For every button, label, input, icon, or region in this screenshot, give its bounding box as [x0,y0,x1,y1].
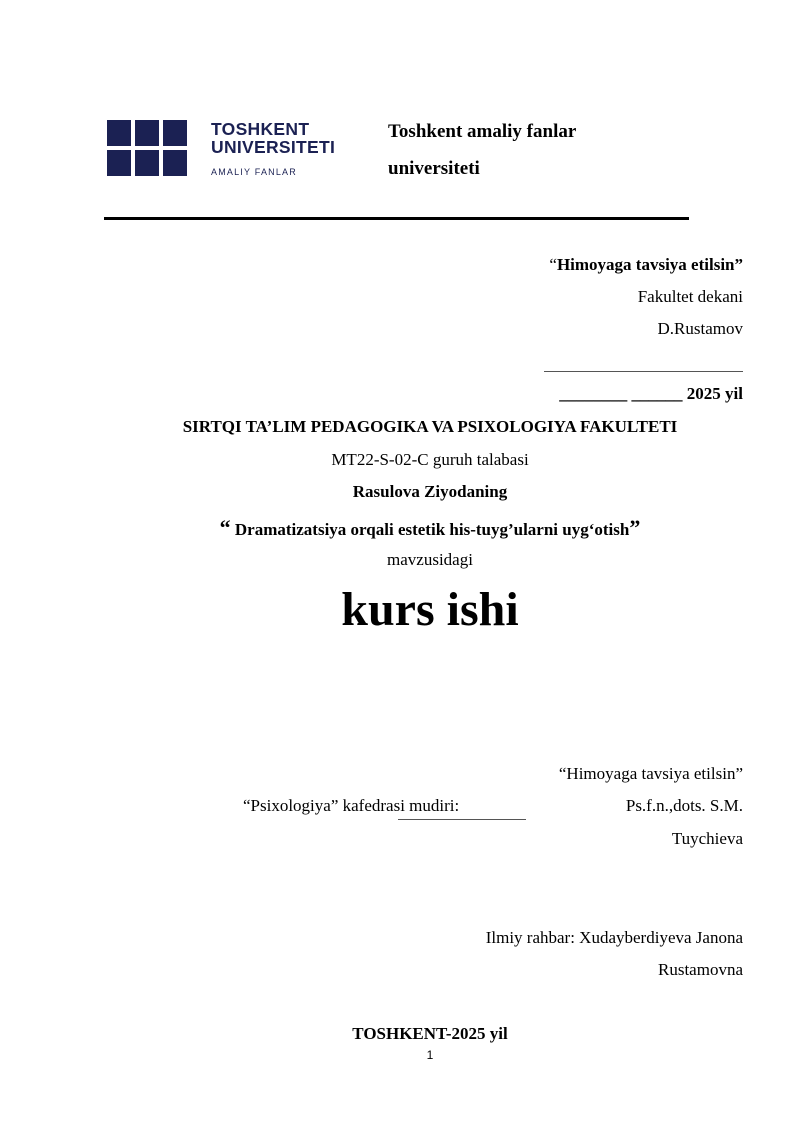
city-year: TOSHKENT-2025 yil [352,1024,508,1043]
supervisor-line-1: Ilmiy rahbar: Xudayberdiyeva Janona [485,928,743,947]
supervisor-line-2: Rustamovna [658,960,743,979]
university-logo [107,120,347,182]
topic-title [0,515,800,541]
approval-text: Himoyaga tavsiya etilsin [556,255,735,274]
department-head-name-2: Tuychieva [671,829,743,848]
group-label: MT22-S-02-C guruh talabasi [331,450,529,469]
university-title: Toshkent amaliy fanlar universiteti [388,121,576,179]
logo-wordmark: TOSHKENT UNIVERSITETI [211,119,336,157]
logo-square [163,120,187,146]
page-number: 1 [426,1048,434,1062]
dean-name: D.Rustamov [657,319,743,338]
logo-subtitle: AMALIY FANLAR [211,167,297,177]
faculty-name: SIRTQI TA’LIM PEDAGOGIKA VA PSIXOLOGIYA FAKULTETI [182,417,678,436]
logo-square [135,120,159,146]
logo-square [107,120,131,146]
signature-line [544,371,743,372]
approval-bottom-title: “Himoyaga tavsiya etilsin” [558,764,743,783]
topic-suffix: mavzusidagi [387,550,473,569]
student-name: Rasulova Ziyodaning [352,482,508,501]
department-signature-line [398,819,526,820]
dean-role: Fakultet dekani [637,287,743,306]
approval-title [549,255,743,275]
logo-square [163,150,187,176]
logo-square [107,150,131,176]
work-type: kurs ishi [341,583,519,636]
date-line: ________ ______ 2025 yil [559,384,743,403]
department-head-label: “Psixologiya” kafedrasi mudiri: [243,796,460,815]
logo-square [135,150,159,176]
approval-open-quote: “ [549,255,557,274]
topic-open-quote: “ [219,515,231,540]
topic-text: Dramatizatsiya orqali estetik his-tuyg’ularni uyg‘otish [230,520,630,539]
approval-close-quote: ” [734,255,743,274]
department-head-name-1: Ps.f.n.,dots. S.M. [625,796,743,815]
topic-close-quote: ” [629,515,641,540]
header-rule [104,217,689,220]
